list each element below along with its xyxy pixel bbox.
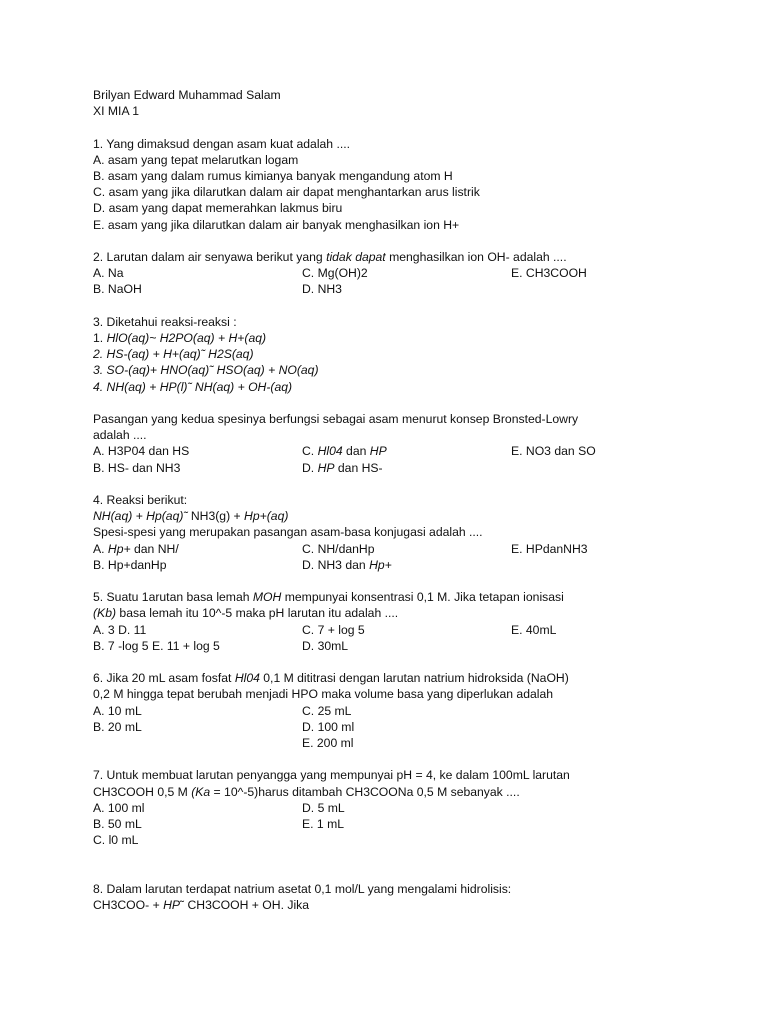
- option-e: E. HPdanNH3: [511, 541, 588, 556]
- reaction-4: 4. NH(aq) + HP(l)˜ NH(aq) + OH-(aq): [93, 379, 293, 394]
- option-b: B. 7 -log 5 E. 11 + log 5: [93, 638, 220, 653]
- question-3: [93, 314, 733, 476]
- student-name: Brilyan Edward Muhammad Salam: [93, 88, 281, 102]
- question-stem: 1. Yang dimaksud dengan asam kuat adalah ....: [93, 136, 351, 151]
- option-a: A. 10 mL: [93, 703, 142, 718]
- option-a: A. asam yang tepat melarutkan logam: [93, 152, 299, 167]
- option-b: B. 20 mL: [93, 719, 142, 734]
- reaction-3: 3. SO-(aq)+ HNO(aq)˜ HSO(aq) + NO(aq): [93, 363, 319, 378]
- option-e: E. CH3COOH: [511, 266, 587, 281]
- option-e: E. 40mL: [511, 622, 557, 637]
- options-row: [93, 281, 733, 297]
- question-stem: CH3COOH 0,5 M (Ka = 10^-5)harus ditambah CH3COONa 0,5 M sebanyak ....: [93, 784, 520, 799]
- question-stem: 2. Larutan dalam air senyawa berikut yang tidak dapat menghasilkan ion OH- adalah ....: [93, 250, 567, 264]
- option-d: D. asam yang dapat memerahkan lakmus biru: [93, 201, 343, 216]
- option-c: C. 7 + log 5: [302, 622, 365, 637]
- reaction: NH(aq) + Hp(aq)˜ NH3(g) + Hp+(aq): [93, 509, 289, 524]
- options-row: [93, 460, 733, 476]
- question-stem: 7. Untuk membuat larutan penyangga yang mempunyai pH = 4, ke dalam 100mL larutan: [93, 768, 570, 783]
- option-c: C. 25 mL: [302, 703, 352, 718]
- options-row: [93, 800, 733, 816]
- question-prompt: Spesi-spesi yang merupakan pasangan asam-basa konjugasi adalah ....: [93, 525, 483, 540]
- question-prompt: adalah ....: [93, 428, 147, 443]
- options-row: [93, 735, 733, 751]
- option-c: C. l0 mL: [93, 833, 139, 848]
- question-7: [93, 767, 733, 848]
- option-d: D. HP dan HS-: [302, 460, 383, 475]
- options-row: [93, 622, 733, 638]
- question-stem: 6. Jika 20 mL asam fosfat Hl04 0,1 M dititrasi dengan larutan natrium hidroksida (NaOH): [93, 671, 569, 686]
- option-c: C. Hl04 dan HP: [302, 444, 387, 459]
- question-stem: CH3COO- + HP˜ CH3COOH + OH. Jika: [93, 898, 310, 913]
- option-d: D. NH3 dan Hp+: [302, 557, 392, 572]
- question-stem: 5. Suatu 1arutan basa lemah MOH mempunyai konsentrasi 0,1 M. Jika tetapan ionisasi: [93, 590, 564, 605]
- option-a: A. H3P04 dan HS: [93, 444, 190, 459]
- question-4: [93, 492, 733, 573]
- option-a: A. Na: [93, 266, 124, 281]
- option-b: B. Hp+danHp: [93, 557, 167, 572]
- option-d: D. 30mL: [302, 638, 349, 653]
- options-row: [93, 703, 733, 719]
- option-a: A. 100 ml: [93, 800, 145, 815]
- option-c: C. NH/danHp: [302, 541, 375, 556]
- document-page: [93, 87, 733, 913]
- option-b: B. asam yang dalam rumus kimianya banyak mengandung atom H: [93, 169, 453, 183]
- options-row: [93, 832, 733, 848]
- options-row: [93, 719, 733, 735]
- options-row: [93, 541, 733, 557]
- option-b: B. 50 mL: [93, 817, 142, 832]
- question-stem: (Kb) basa lemah itu 10^-5 maka pH larutan itu adalah ....: [93, 606, 399, 621]
- question-stem: 4. Reaksi berikut:: [93, 493, 188, 507]
- question-2: [93, 249, 733, 298]
- option-d: D. 100 ml: [302, 719, 355, 734]
- option-d: D. NH3: [302, 282, 342, 297]
- option-e: E. NO3 dan SO: [511, 444, 596, 459]
- question-1: [93, 136, 733, 233]
- option-e: E. 1 mL: [302, 817, 344, 832]
- options-row: [93, 265, 733, 281]
- option-b: B. HS- dan NH3: [93, 460, 181, 475]
- question-6: [93, 670, 733, 751]
- option-c: C. Mg(OH)2: [302, 266, 368, 281]
- option-c: C. asam yang jika dilarutkan dalam air dapat menghantarkan arus listrik: [93, 185, 480, 200]
- option-a: A. Hp+ dan NH/: [93, 541, 179, 556]
- question-prompt: Pasangan yang kedua spesinya berfungsi sebagai asam menurut konsep Bronsted-Lowry: [93, 412, 579, 426]
- option-b: B. NaOH: [93, 282, 142, 297]
- options-row: [93, 557, 733, 573]
- question-stem: 3. Diketahui reaksi-reaksi :: [93, 314, 237, 329]
- option-a: A. 3 D. 11: [93, 622, 147, 637]
- question-8: [93, 881, 733, 913]
- question-stem: 8. Dalam larutan terdapat natrium asetat 0,1 mol/L yang mengalami hidrolisis:: [93, 881, 512, 896]
- option-e: E. asam yang jika dilarutkan dalam air banyak menghasilkan ion H+: [93, 217, 460, 232]
- reaction-2: 2. HS-(aq) + H+(aq)˜ H2S(aq): [93, 347, 254, 362]
- options-row: [93, 638, 733, 654]
- reaction-1: 1. HlO(aq)~ H2PO(aq) + H+(aq): [93, 331, 267, 345]
- options-row: [93, 816, 733, 832]
- option-e: E. 200 ml: [302, 736, 354, 751]
- question-5: [93, 589, 733, 654]
- option-d: D. 5 mL: [302, 800, 345, 815]
- question-stem: 0,2 M hingga tepat berubah menjadi HPO maka volume basa yang diperlukan adalah: [93, 687, 554, 702]
- student-class: XI MIA 1: [93, 104, 140, 119]
- options-row: [93, 443, 733, 459]
